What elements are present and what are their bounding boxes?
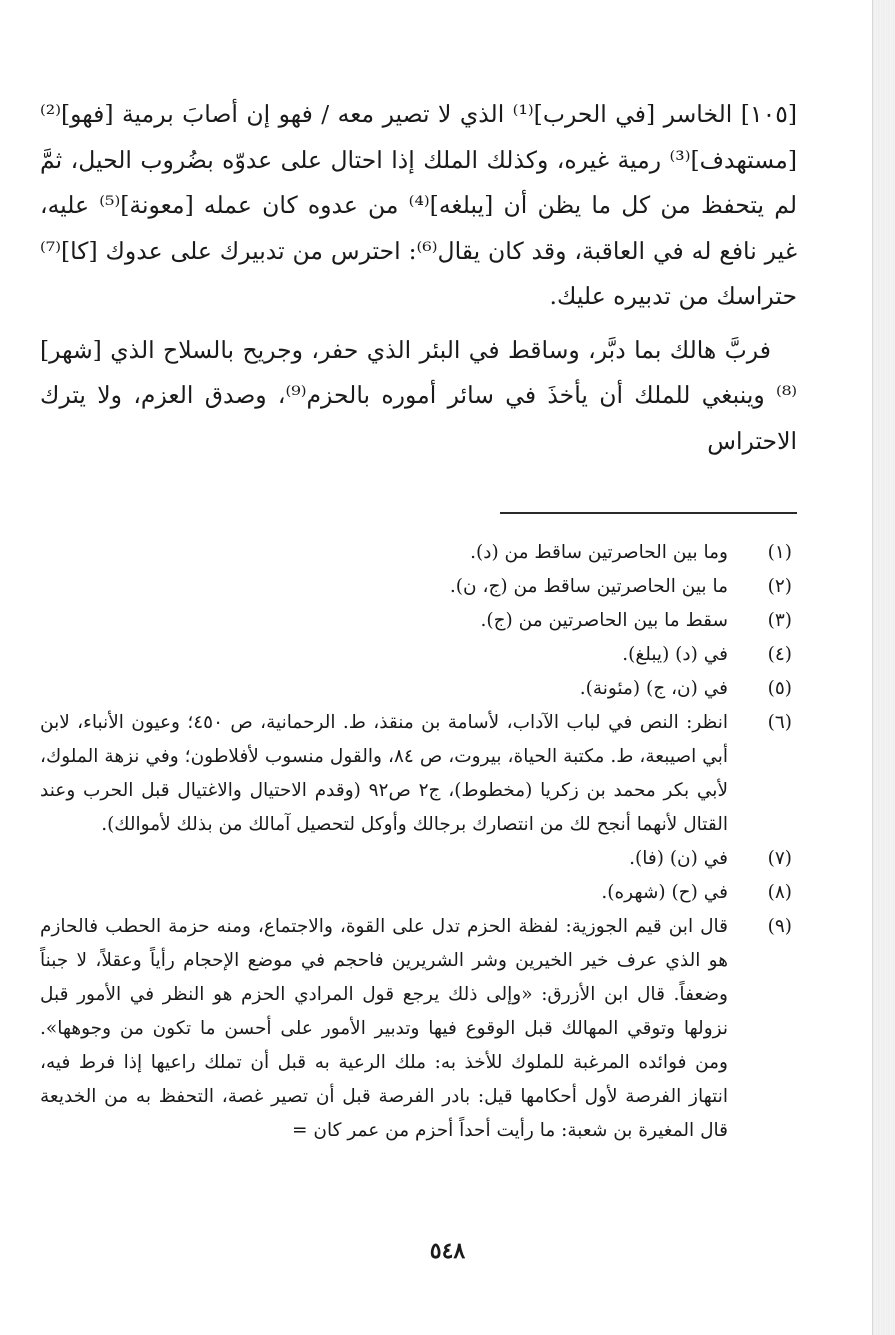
footnote-number: (٢) bbox=[767, 576, 792, 597]
paragraph-2: فربَّ هالك بما دبَّر، وساقط في البئر الذي حفر، وجريح بالسلاح الذي [شهر]⁽⁸⁾ وينبغي للملك أن يأخذَ في سائر أموره بالحزم⁽⁹⁾، وصدق العزم، ولا يترك الاحتراس bbox=[40, 335, 798, 455]
section-number: [١٠٥] bbox=[740, 100, 797, 128]
paragraph-1-text: الخاسر [في الحرب]⁽¹⁾ الذي لا تصير معه / فهو إن أصابَ برمية [فهو]⁽²⁾ [مستهدف]⁽³⁾ رمية غيره، وكذلك الملك إذا احتال على عدوّه بضُروب الحيل، ثمَّ لم يتحفظ من كل ما يظن أن [يبلغه]⁽⁴⁾ من عدوه كان عمله [معونة]⁽⁵⁾ عليه، غير نافع له في العاقبة، وقد كان يقال⁽⁶⁾: احترس من تدبيرك على عدوك [كا]⁽⁷⁾ حتراسك من تدبيره عليك. bbox=[40, 100, 797, 310]
footnote-number: (٤) bbox=[767, 644, 792, 665]
footnote bbox=[40, 706, 792, 842]
paragraph-1 bbox=[40, 92, 797, 320]
scan-binding-edge bbox=[872, 0, 895, 1335]
footnote bbox=[40, 570, 792, 604]
footnote-text: ما بين الحاصرتين ساقط من (ج، ن). bbox=[449, 576, 728, 597]
footnote-text: وما بين الحاصرتين ساقط من (د). bbox=[470, 542, 728, 563]
footnote-number: (٥) bbox=[767, 678, 792, 699]
footnote-number: (١) bbox=[767, 542, 792, 563]
footnote bbox=[40, 876, 792, 910]
footnote-text: قال ابن قيم الجوزية: لفظة الحزم تدل على القوة، والاجتماع، ومنه حزمة الحطب فالحازم هو الذي عرف خير الخيرين وشر الشريرين فاحجم في موضع الإحجام رأياً وعقلاً، لا جبناً وضعفاً. قال ابن الأزرق: «وإلى ذلك يرجع قول المرادي الحزم هو النظر في الأمور قبل نزولها وتوقي المهالك قبل الوقوع فيها وتدبير الأمور على أحسن ما تكون من وجوهها». ومن فوائده المرغبة للملوك للأخذ به: ملك الرعية به قبل أن تملك راعيها إذا فرط فيه، انتهاز الفرصة لأول أحكامها قيل: بادر الفرصة قبل أن تصير غصة، التحفظ به من الخديعة قال المغيرة بن شعبة: ما رأيت أحداً أحزم من عمر كان = bbox=[40, 916, 728, 1141]
footnote-text: في (ن، ج) (مئونة). bbox=[579, 678, 728, 699]
main-text bbox=[40, 92, 797, 464]
footnote-text: في (ن) (فا). bbox=[629, 848, 728, 869]
footnote-text: انظر: النص في لباب الآداب، لأسامة بن منقذ، ط. الرحمانية، ص ٤٥٠؛ وعيون الأنباء، لابن أبي اصيبعة، ط. مكتبة الحياة، بيروت، ص ٨٤، والقول منسوب لأفلاطون؛ وفي نزهة الملوك، لأبي بكر محمد بن زكريا (مخطوط)، ج٢ ص٩٢ (وقدم الاحتيال والاغتيال قبل الحرب وعند القتال لأنهما أنجح لك من انتصارك برجالك وأوكل لتحصيل آمالك من بذلك لأموالك). bbox=[40, 712, 728, 835]
footnote-text: في (ح) (شهره). bbox=[601, 882, 728, 903]
footnote bbox=[40, 638, 792, 672]
page-number: ٥٤٨ bbox=[429, 1238, 466, 1264]
footnote bbox=[40, 910, 792, 1148]
footnotes-list bbox=[40, 536, 792, 1148]
footnote-divider bbox=[500, 512, 797, 514]
footnote-number: (٩) bbox=[767, 916, 792, 937]
footnote-text: سقط ما بين الحاصرتين من (ج). bbox=[480, 610, 728, 631]
footnote-number: (٧) bbox=[767, 848, 792, 869]
footnote bbox=[40, 536, 792, 570]
footnote bbox=[40, 842, 792, 876]
footnote bbox=[40, 604, 792, 638]
footnote bbox=[40, 672, 792, 706]
footnote-number: (٣) bbox=[767, 610, 792, 631]
footnote-number: (٨) bbox=[767, 882, 792, 903]
footnote-number: (٦) bbox=[767, 712, 792, 733]
footnote-text: في (د) (يبلغ). bbox=[622, 644, 728, 665]
